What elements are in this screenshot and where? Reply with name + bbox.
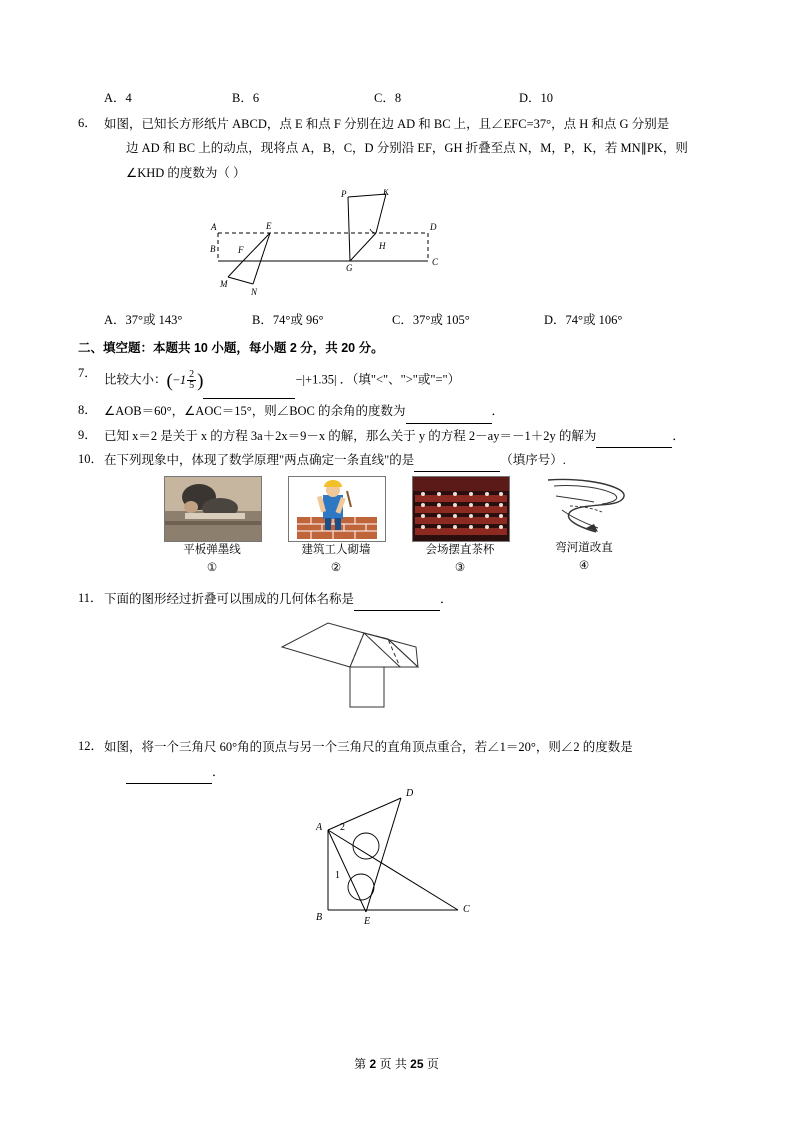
q11-number: 11．	[78, 590, 103, 605]
q8-text	[104, 399, 718, 423]
svg-text:G: G	[346, 263, 353, 274]
q8-statement: ∠AOB＝60°，∠AOC＝15°，则∠BOC 的余角的度数为	[104, 404, 406, 419]
q11-tail: ．	[440, 591, 453, 606]
hall-photo	[412, 476, 510, 542]
q11-text	[104, 587, 718, 611]
q10-index-2: ②	[330, 561, 342, 574]
q9-tail: ．	[672, 428, 685, 443]
q7-prefix: 比较大小：	[104, 372, 167, 387]
q12-text	[104, 735, 718, 784]
question-7	[78, 362, 718, 399]
q10-text	[104, 448, 718, 472]
svg-text:2: 2	[340, 821, 345, 833]
q10-caption-1-text: 平板弹墨线	[183, 544, 241, 557]
chalk-line-photo	[164, 476, 262, 542]
q10-index-1: ①	[206, 561, 218, 574]
svg-text:N: N	[251, 287, 258, 298]
q6-option-c[interactable]: C．37°或 105°	[392, 313, 470, 328]
q7-paren-open: (	[166, 370, 173, 392]
question-9	[78, 424, 718, 448]
svg-text:K: K	[383, 189, 390, 198]
q6-option-d[interactable]: D．74°或 106°	[544, 313, 623, 328]
q6-folding-diagram	[198, 189, 598, 301]
svg-text:B: B	[210, 244, 216, 255]
q10-caption-3-text: 会场摆直茶杯	[425, 544, 495, 557]
svg-text:E: E	[266, 221, 272, 232]
question-11	[78, 587, 718, 611]
q12-answer-blank[interactable]	[126, 770, 212, 784]
q12-figure	[78, 786, 718, 931]
svg-text:B: B	[316, 911, 323, 923]
q5-option-b[interactable]: B．6	[232, 91, 260, 105]
q6-text	[104, 112, 718, 185]
q10-caption-2	[288, 542, 384, 577]
q7-paren-close: )	[197, 370, 204, 392]
hall-photo-art	[413, 477, 509, 541]
svg-text:C: C	[432, 257, 439, 268]
q6-options-row	[104, 310, 718, 328]
q12-triangle-rulers-diagram	[268, 786, 528, 926]
svg-text:E: E	[364, 915, 371, 926]
svg-text:C: C	[463, 903, 470, 915]
q10-tail: （填序号）.	[500, 452, 566, 467]
bricklayer-photo-art	[289, 477, 385, 541]
q5-option-c[interactable]: C．8	[374, 91, 402, 105]
svg-text:D: D	[430, 222, 437, 233]
svg-text:A: A	[316, 821, 323, 833]
q5-option-d[interactable]: D．10	[519, 91, 554, 105]
q7-denominator: 5	[189, 380, 195, 392]
q9-number: 9．	[78, 427, 97, 442]
q7-expression	[166, 368, 204, 392]
q8-answer-blank[interactable]	[406, 410, 492, 424]
question-10	[78, 448, 718, 472]
q9-statement: 已知 x＝2 是关于 x 的方程 3a＋2x＝9－x 的解，那么关于 y 的方程 2－ay＝－1＋2y 的解为	[104, 428, 597, 443]
section-2-title: 二、填空题：本题共 10 小题，每小题 2 分，共 20 分。	[78, 341, 384, 356]
q6-figure	[78, 189, 718, 306]
q10-index-3: ③	[454, 561, 466, 574]
q10-answer-blank[interactable]	[414, 459, 500, 473]
q5-options-row	[104, 88, 718, 106]
q10-images-row	[78, 476, 718, 577]
q7-number: 7．	[78, 366, 97, 381]
q10-caption-1	[164, 542, 260, 577]
river-drawing	[536, 476, 632, 540]
q10-item-2	[288, 476, 386, 577]
q10-caption-4-text: 弯河道改直	[555, 542, 613, 555]
q6-option-a[interactable]: A．37°或 143°	[104, 313, 183, 328]
q10-item-3	[412, 476, 510, 577]
q9-answer-blank[interactable]	[596, 434, 672, 448]
q6-line-1: 如图，已知长方形纸片 ABCD，点 E 和点 F 分别在边 AD 和 BC 上，且∠EFC=37°，点 H 和点 G 分别是	[104, 117, 670, 131]
page-footer	[0, 1055, 793, 1072]
q6-line-3: ∠KHD 的度数为（ ）	[126, 165, 246, 180]
q12-number: 12．	[78, 739, 104, 754]
page-content	[78, 88, 718, 931]
q7-text	[104, 362, 718, 399]
footer-prefix: 第	[354, 1057, 367, 1071]
footer-mid: 页 共	[379, 1057, 407, 1071]
footer-total-pages: 25	[410, 1057, 424, 1071]
q7-numerator: 2	[189, 368, 195, 380]
chalk-line-photo-art	[165, 477, 261, 541]
q10-number: 10．	[78, 451, 104, 466]
q6-number: 6．	[78, 116, 97, 130]
q7-fraction	[187, 370, 196, 392]
svg-text:1: 1	[335, 869, 340, 881]
q10-statement: 在下列现象中，体现了数学原理"两点确定一条直线"的是	[104, 452, 415, 467]
q10-caption-2-text: 建筑工人砌墙	[301, 544, 371, 557]
q10-caption-4	[536, 540, 632, 575]
q5-option-a[interactable]: A．4	[104, 91, 132, 105]
question-8	[78, 399, 718, 423]
river-drawing-art	[536, 476, 632, 540]
q6-line-2: 边 AD 和 BC 上的动点，现将点 A，B，C，D 分别沿 EF，GH 折叠至点 N，M，P，K，若 MN∥PK，则	[126, 141, 688, 156]
q8-tail: ．	[491, 404, 505, 419]
bricklayer-photo	[288, 476, 386, 542]
question-12	[78, 735, 718, 784]
q11-statement: 下面的图形经过折叠可以围成的几何体名称是	[104, 591, 355, 606]
q10-index-4: ④	[578, 559, 590, 572]
q8-number: 8．	[78, 403, 97, 418]
q11-answer-blank[interactable]	[354, 598, 440, 612]
q12-line-1: 如图，将一个三角尺 60°角的顶点与另一个三角尺的直角顶点重合，若∠1＝20°，则∠2 的度数是	[104, 740, 633, 755]
q12-line-2	[104, 760, 718, 784]
q7-whole: 1	[179, 372, 187, 387]
svg-text:F: F	[238, 245, 244, 256]
svg-text:A: A	[211, 222, 217, 233]
q10-caption-3	[412, 542, 508, 577]
svg-text:D: D	[406, 787, 414, 799]
q6-option-b[interactable]: B．74°或 96°	[252, 313, 324, 328]
q10-item-1	[164, 476, 262, 577]
q7-answer-blank[interactable]	[203, 386, 295, 400]
svg-text:P: P	[341, 189, 347, 200]
svg-text:H: H	[379, 241, 386, 252]
q10-item-4	[536, 476, 632, 577]
q11-figure	[78, 617, 718, 727]
footer-page-number: 2	[369, 1057, 377, 1071]
footer-suffix: 页	[426, 1057, 439, 1071]
q11-net-diagram	[268, 617, 528, 722]
q7-minus: −	[172, 372, 180, 387]
q7-right: −|+1.35| ．（填"<"、">"或"="）	[295, 372, 461, 387]
svg-text:M: M	[220, 279, 228, 290]
q12-line-2-tail: ．	[212, 764, 225, 779]
question-6	[78, 112, 718, 185]
q9-text	[104, 424, 718, 448]
